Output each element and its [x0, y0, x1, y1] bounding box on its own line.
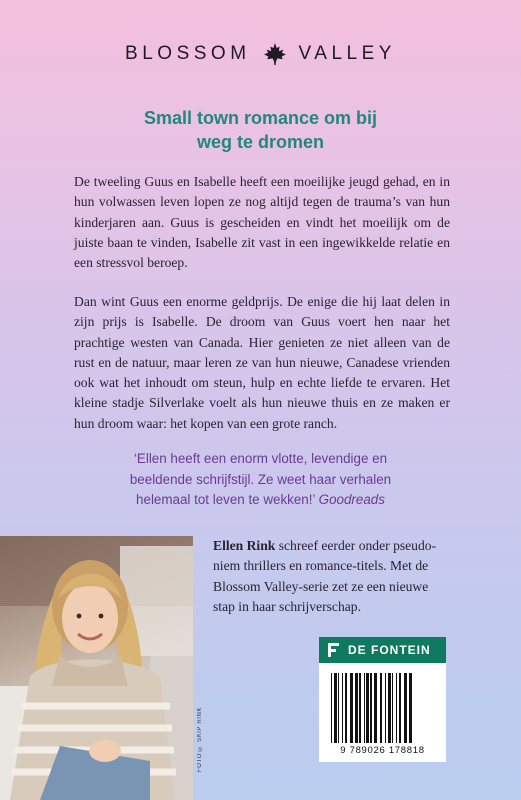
barcode-bar: [385, 673, 386, 743]
author-bio-line-2: niem thrillers en romance-titels. Met de: [213, 558, 429, 574]
blurb-paragraph-2: Dan wint Guus een enorme geldprijs. De enige die hij laat delen in zijn prijs is Isabelle. De droom van Guus voert hen naar het prachtige westen van Canada. Hier genieten ze niet alleen van de rust en de natuur, maar leren ze van hun nieuwe, Canadese vrienden ook wat het inhoudt om steun, hulp en echte liefde te ervaren. Het kleine stadje Silverlake voelt als hun nieuwe thuis en ze maken er hun droom waar: het kopen van een grote ranch.: [74, 294, 450, 431]
publisher-name: DE FONTEIN: [348, 643, 431, 657]
review-quote: [0, 449, 521, 511]
barcode-bar: [331, 673, 332, 743]
barcode-bar: [380, 673, 382, 743]
barcode-bar: [364, 673, 365, 743]
author-bio-line-3: Blossom Valley-serie zet ze een nieuwe: [213, 578, 429, 594]
author-bio-line-1: [213, 536, 449, 556]
blurb-paragraph-1: De tweeling Guus en Isabelle heeft een moeilijke jeugd gehad, en in hun volwassen leven lopen ze nog altijd tegen de trauma’s van hun kinderjaren aan. Guus is gescheiden en vindt het moeilijk om de juiste baan te vinden, Isabelle zit vast in een ingewikkelde relatie en een stressvol beroep.: [74, 174, 450, 271]
author-bio: [213, 536, 449, 617]
brand-word-valley: VALLEY: [298, 43, 396, 64]
barcode-bar: [334, 673, 337, 743]
barcode-bar: [399, 673, 401, 743]
series-brand: [0, 42, 521, 66]
barcode-bars: [329, 673, 436, 743]
isbn-digits: 9 789026 178818: [340, 745, 425, 756]
author-bio-line-1-rest: schreef eerder onder pseudo-: [275, 538, 437, 553]
review-line-2: beeldende schrijfstijl. Ze weet haar verhalen: [129, 471, 392, 487]
barcode-bar: [370, 673, 372, 743]
barcode-bar: [409, 673, 412, 743]
barcode-bar: [350, 673, 353, 743]
barcode-bar: [345, 673, 347, 743]
barcode-bar: [392, 673, 393, 743]
barcode-bar: [396, 673, 397, 743]
maple-leaf-icon: [263, 42, 287, 66]
tagline-line-2: weg te dromen: [196, 132, 325, 152]
barcode-bar: [366, 673, 369, 743]
barcode-bar: [404, 673, 407, 743]
publisher-logo: [319, 637, 446, 663]
barcode-bar: [374, 673, 377, 743]
brand-word-blossom: BLOSSOM: [125, 43, 251, 64]
de-fontein-logo-icon: [328, 643, 340, 657]
tagline: [0, 106, 521, 154]
review-line-1: ‘Ellen heeft een enorm vlotte, levendige en: [133, 451, 388, 466]
review-line-3-text: helemaal tot leven te wekken!’: [136, 492, 315, 507]
review-source: Goodreads: [318, 492, 385, 507]
review-line-3: [0, 490, 521, 511]
tagline-line-1: Small town romance om bij: [143, 108, 378, 128]
author-name: Ellen Rink: [213, 538, 276, 553]
photo-credit: FOTO © SKIP RINK: [197, 706, 203, 772]
barcode-bar: [388, 673, 391, 743]
barcode-bar: [338, 673, 339, 743]
author-photo: [0, 536, 193, 800]
barcode-bar: [355, 673, 358, 743]
barcode-bar: [342, 673, 343, 743]
author-bio-line-4: stap in haar schrijverschap.: [213, 598, 361, 614]
barcode-bar: [359, 673, 361, 743]
isbn-barcode: [319, 663, 446, 762]
